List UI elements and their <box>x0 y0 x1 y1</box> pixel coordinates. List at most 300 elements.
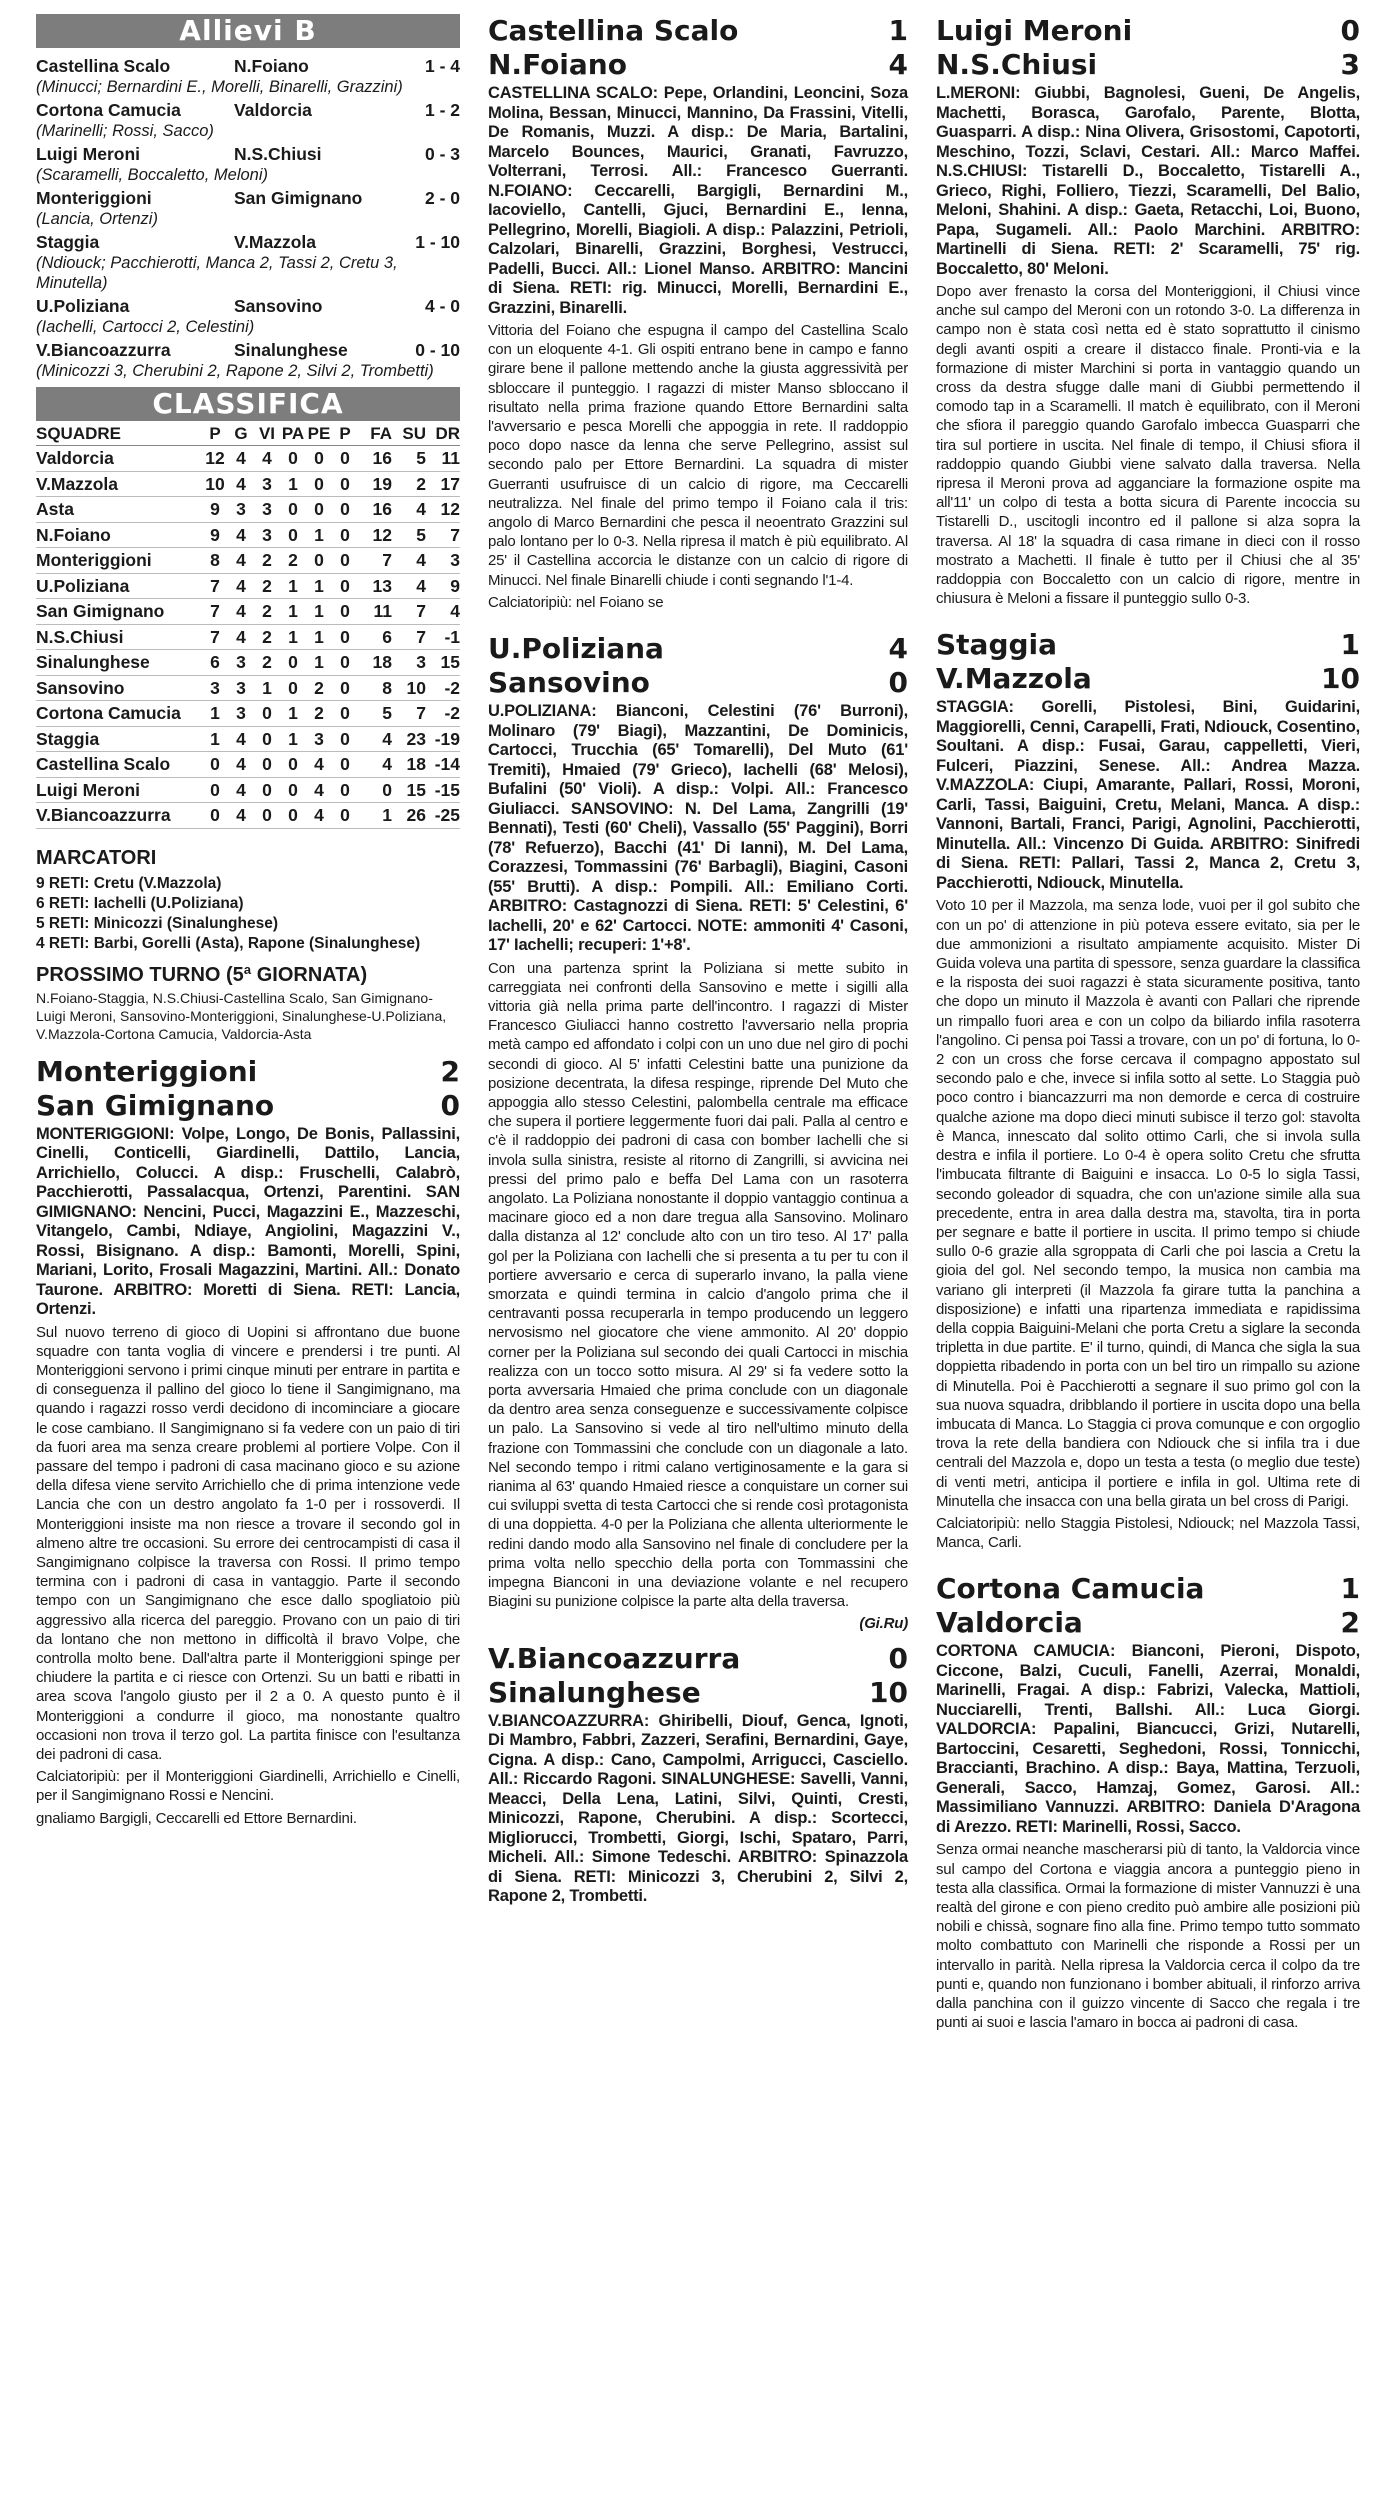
stat-cell: 0 <box>332 777 358 803</box>
stat-cell: 9 <box>202 497 228 523</box>
home-score: 0 <box>1340 14 1360 47</box>
stat-cell: -1 <box>426 624 460 650</box>
match-away <box>36 1089 460 1123</box>
stat-cell: 4 <box>306 777 332 803</box>
home-score: 1 <box>1340 628 1360 662</box>
lineup: L.MERONI: Giubbi, Bagnolesi, Gueni, De Angelis, Machetti, Borasca, Garofalo, Parente, Blotta, Guasparri. A disp.: Nina Olivera, Grisostomi, Capotorti, Meschino, Tozzi, Sclavi, Cestari. All.: Marco Maffei. N.S.CHIUSI: Tistarelli D., Boccaletto, Tistarelli A., Grieco, Righi, Folliero, Tiezzi, Scaramelli, Del Balio, Meloni, Shahini. A disp.: Gaeta, Retacchi, Loi, Buono, Papa, Sugameli. All.: Paolo Marchini. ARBITRO: Martinelli di Siena. RETI: 2' Scaramelli, 75' rig. Boccaletto, 80' Meloni. <box>936 84 1360 278</box>
result-home: Castellina Scalo <box>36 56 171 76</box>
stat-cell: 0 <box>332 675 358 701</box>
stat-cell: 4 <box>306 752 332 778</box>
stat-cell: 7 <box>202 599 228 625</box>
stat-cell: 2 <box>392 471 426 497</box>
stat-cell: -19 <box>426 726 460 752</box>
stat-cell: 4 <box>228 624 254 650</box>
team-name: Cortona Camucia <box>36 701 202 727</box>
result-score: 0 - 3 <box>424 144 460 164</box>
home-team: Cortona Camucia <box>936 1572 1205 1606</box>
table-row <box>36 701 460 727</box>
stat-cell: -15 <box>426 777 460 803</box>
stat-cell: 0 <box>332 548 358 574</box>
stat-cell: 0 <box>332 522 358 548</box>
stat-cell: -2 <box>426 701 460 727</box>
stat-cell: 0 <box>202 777 228 803</box>
result-score: 1 - 2 <box>424 100 460 120</box>
away-team: Sansovino <box>488 666 650 700</box>
stat-cell: 7 <box>202 624 228 650</box>
result-score: 1 - 10 <box>415 232 460 252</box>
standings-col-header: SQUADRE <box>36 423 202 446</box>
stat-cell: 4 <box>228 522 254 548</box>
stat-cell: 4 <box>228 446 254 472</box>
table-row <box>36 573 460 599</box>
scorer-line: 9 RETI: Cretu (V.Mazzola) <box>36 874 222 892</box>
stat-cell: 1 <box>280 599 306 625</box>
scorer-line: 6 RETI: Iachelli (U.Poliziana) <box>36 894 244 912</box>
table-row <box>36 522 460 548</box>
match-home <box>936 628 1360 662</box>
away-team: N.S.Chiusi <box>936 48 1098 81</box>
home-team: V.Biancoazzurra <box>488 1641 741 1675</box>
stat-cell: 0 <box>332 803 358 829</box>
stat-cell: 11 <box>426 446 460 472</box>
lineup: CASTELLINA SCALO: Pepe, Orlandini, Leoncini, Soza Molina, Bessan, Minucci, Mannino, Da Frassini, Vitelli, De Romanis, Muzzi. A disp.: De Maria, Bartalini, Marcelo Bounces, Maurici, Granati, Favruzzo, Volterrani, Terrosi. All.: Francesco Guerranti. N.FOIANO: Ceccarelli, Bargigli, Bernardini M., Iacoviello, Cantelli, Gjuci, Bernardini E., Ienna, Pellegrino, Morelli, Biagioli. A disp.: Palazzini, Petrioli, Calzolari, Binarelli, Grazzini, Borghesi, Vestrucci, Padelli, Bucci. All.: Lionel Manso. ARBITRO: Mancini di Siena. RETI: rig. Minucci, Morelli, Bernardini E., Grazzini, Binarelli. <box>488 84 908 317</box>
table-row <box>36 446 460 472</box>
stat-cell: 0 <box>254 752 280 778</box>
stat-cell: 0 <box>332 573 358 599</box>
standings-col-header: SU <box>392 423 426 446</box>
away-score: 3 <box>1340 48 1360 81</box>
result-away: N.S.Chiusi <box>234 144 322 164</box>
lineup: STAGGIA: Gorelli, Pistolesi, Bini, Guidarini, Maggiorelli, Cenni, Carapelli, Frati, Ndiouck, Cosentino, Soultani. A disp.: Fusai, Garau, cappelletti, Vieri, Fulceri, Piazzini, Senese. All.: Andrea Mazza. V.MAZZOLA: Ciupi, Amarante, Pallari, Rossi, Moroni, Carli, Tassi, Baiguini, Cretu, Melani, Manca. A disp.: Vannoni, Bartali, Franci, Parigi, Agnolini, Pacchierotti, Minutella. All.: Vincenzo Di Guida. ARBITRO: Sinifredi di Siena. RETI: Pallari, Tassi 2, Manca 2, Cretu 3, Pacchierotti, Ndiouck, Minutella. <box>936 698 1360 892</box>
stat-cell: 3 <box>306 726 332 752</box>
match-home <box>936 1572 1360 1606</box>
stat-cell: 13 <box>358 573 392 599</box>
stat-cell: 11 <box>358 599 392 625</box>
stat-cell: 0 <box>280 446 306 472</box>
stat-cell: 0 <box>280 803 306 829</box>
away-score: 10 <box>869 1675 908 1709</box>
stat-cell: 3 <box>392 650 426 676</box>
stat-cell: 16 <box>358 446 392 472</box>
results-list <box>36 56 460 381</box>
home-score: 1 <box>1340 1572 1360 1606</box>
stat-cell: 5 <box>358 701 392 727</box>
result-home: U.Poliziana <box>36 296 130 316</box>
stat-cell: 2 <box>306 675 332 701</box>
result-row <box>36 188 460 209</box>
stat-cell: 0 <box>254 803 280 829</box>
stat-cell: 4 <box>358 726 392 752</box>
away-score: 0 <box>888 666 908 700</box>
match-away <box>936 662 1360 696</box>
stat-cell: 4 <box>358 752 392 778</box>
stat-cell: 0 <box>332 497 358 523</box>
result-score: 4 - 0 <box>424 296 460 316</box>
stat-cell: 1 <box>280 701 306 727</box>
match-home <box>36 1055 460 1089</box>
home-team: Castellina Scalo <box>488 14 739 47</box>
stat-cell: 7 <box>358 548 392 574</box>
stat-cell: 19 <box>358 471 392 497</box>
stat-cell: 4 <box>228 573 254 599</box>
result-home: Cortona Camucia <box>36 100 181 120</box>
result-away: San Gimignano <box>234 188 363 208</box>
table-row <box>36 497 460 523</box>
result-scorers: (Scaramelli, Boccaletto, Meloni) <box>36 166 268 184</box>
stat-cell: 3 <box>426 548 460 574</box>
home-team: U.Poliziana <box>488 632 664 666</box>
result-row <box>36 232 460 253</box>
stat-cell: 3 <box>254 471 280 497</box>
stat-cell: 0 <box>332 471 358 497</box>
classifica-header: CLASSIFICA <box>36 387 460 421</box>
team-name: Asta <box>36 497 202 523</box>
match-staggia <box>936 628 1360 1552</box>
result-item <box>36 188 460 229</box>
team-name: Castellina Scalo <box>36 752 202 778</box>
stat-cell: 7 <box>426 522 460 548</box>
table-row <box>36 752 460 778</box>
stat-cell: 1 <box>358 803 392 829</box>
stat-cell: 3 <box>228 497 254 523</box>
stat-cell: 8 <box>202 548 228 574</box>
stat-cell: 0 <box>358 777 392 803</box>
column-middle <box>488 14 908 2510</box>
standings-header-row <box>36 423 460 446</box>
lineup: U.POLIZIANA: Bianconi, Celestini (76' Burroni), Molinaro (79' Biagi), Mazzantini, De Dominicis, Cartocci, Trucchia (65' Tomarelli), Del Muto (61' Tremiti), Hmaied (79' Grieco), Iachelli (68' Melosi), Bufalini (50' Violi). A disp.: Volpi. All.: Francesco Giuliacci. SANSOVINO: N. Del Lama, Zangrilli (19' Bennati), Testi (60' Cheli), Vassallo (55' Paggini), Borri (78' Refuerzo), Bacchi (41' Di Ianni), M. Del Lama, Corazzesi, Tommassini (76' Barbagli), Biagini, Casoni (55' Brutti). A disp.: Pompili. All.: Emiliano Corti. ARBITRO: Castagnozzi di Siena. RETI: 5' Celestini, 6' Iachelli, 20' e 62' Cartocci. NOTE: ammoniti 4' Casoni, 17' Iachelli; recuperi: 1'+8'. <box>488 702 908 955</box>
result-score: 2 - 0 <box>424 188 460 208</box>
stat-cell: 4 <box>228 726 254 752</box>
result-row <box>36 56 460 77</box>
signature: (Gi.Ru) <box>859 1615 908 1633</box>
home-score: 2 <box>440 1054 460 1088</box>
result-scorers: (Marinelli; Rossi, Sacco) <box>36 122 214 140</box>
stat-cell: 7 <box>202 573 228 599</box>
stat-cell: 4 <box>228 803 254 829</box>
stat-cell: 23 <box>392 726 426 752</box>
section-header-allievi-b: Allievi B <box>36 14 460 48</box>
stat-cell: 10 <box>392 675 426 701</box>
stat-cell: 2 <box>280 548 306 574</box>
marcatori-list <box>36 874 460 954</box>
standings-col-header: VI <box>254 423 280 446</box>
home-score: 1 <box>888 14 908 47</box>
stat-cell: 0 <box>280 777 306 803</box>
stat-cell: 9 <box>426 573 460 599</box>
stat-cell: 2 <box>254 548 280 574</box>
result-item <box>36 144 460 185</box>
stat-cell: 3 <box>228 650 254 676</box>
stat-cell: 0 <box>254 701 280 727</box>
result-home: Monteriggioni <box>36 188 152 208</box>
match-castellina <box>488 14 908 612</box>
stat-cell: 12 <box>426 497 460 523</box>
table-row <box>36 471 460 497</box>
stat-cell: 0 <box>332 624 358 650</box>
table-row <box>36 599 460 625</box>
stat-cell: 1 <box>306 573 332 599</box>
match-home <box>488 632 908 666</box>
column-left <box>36 14 460 2510</box>
stat-cell: 12 <box>202 446 228 472</box>
scorer-line: 5 RETI: Minicozzi (Sinalunghese) <box>36 914 278 932</box>
away-score: 0 <box>440 1088 460 1122</box>
home-team: Luigi Meroni <box>936 14 1133 47</box>
match-meroni <box>936 14 1360 608</box>
calciatoripiu: Calciatoripiù: nello Staggia Pistolesi, Ndiouck; nel Mazzola Tassi, Manca, Carli. <box>936 1514 1360 1552</box>
team-name: Staggia <box>36 726 202 752</box>
home-team: Staggia <box>936 628 1058 662</box>
stat-cell: 3 <box>254 522 280 548</box>
match-away <box>488 48 908 82</box>
stat-cell: 1 <box>306 599 332 625</box>
stat-cell: 0 <box>202 803 228 829</box>
table-row <box>36 624 460 650</box>
prossimo-turno-text: N.Foiano-Staggia, N.S.Chiusi-Castellina Scalo, San Gimignano-Luigi Meroni, Sansovino-Monteriggioni, Sinalunghese-U.Poliziana, V.Mazzola-Cortona Camucia, Valdorcia-Asta <box>36 989 447 1042</box>
stat-cell: 0 <box>306 446 332 472</box>
stat-cell: 4 <box>392 497 426 523</box>
stat-cell: 3 <box>254 497 280 523</box>
standings-col-header: P <box>202 423 228 446</box>
lineup: CORTONA CAMUCIA: Bianconi, Pieroni, Dispoto, Ciccone, Balzi, Cuculi, Fanelli, Azerrai, Monaldi, Marinelli, Fragai. A disp.: Fabrizi, Valecka, Mattioli, Nucciarelli, Trenti, Ballshi. All.: Luca Giorgi. VALDORCIA: Papalini, Biancucci, Grizi, Nutarelli, Bartoccini, Cesaretti, Seghedoni, Rossi, Tonnicchi, Braccianti, Brachino. A disp.: Baya, Mattina, Terzuoli, Generali, Sacco, Hamzaj, Gomez, Garosi. All.: Massimiliano Vannuzzi. ARBITRO: Daniela D'Aragona di Arezzo. RETI: Marinelli, Rossi, Sacco. <box>936 1642 1360 1836</box>
result-row <box>36 296 460 317</box>
stat-cell: 7 <box>392 624 426 650</box>
away-score: 10 <box>1321 662 1360 696</box>
result-away: Sansovino <box>234 296 323 316</box>
stat-cell: 0 <box>332 650 358 676</box>
report-tail: gnaliamo Bargigli, Ceccarelli ed Ettore Bernardini. <box>36 1809 357 1827</box>
result-away: N.Foiano <box>234 56 309 76</box>
stat-cell: 3 <box>202 675 228 701</box>
match-report: Sul nuovo terreno di gioco di Uopini si affrontano due buone squadre con tanta voglia di vincere e prendersi i tre punti. Al Monteriggioni servono i primi cinque minuti per entrare in partita e di conseguenza il pallino del gioco lo tiene il Sangimignano, ma quando i ragazzi rosso verdi decidono di incominciare a giocare le cose cambiano. Il Sangimignano si fa vedere con un paio di tiri da fuori area ma senza creare problemi al portiere Volpe. Con il passare del tempo i padroni di casa macinano gioco e su azione della difesa viene servito Arrichiello che di prima intenzione vede Lancia che con un destro angolato fa 1-0 per i rossoverdi. Il Monteriggioni insiste ma non riesce a trovare il secondo gol in almeno altre tre occasioni. Su errore dei centrocampisti di casa il Sangimignano colpisce la traversa con Rossi. Il primo tempo termina con i padroni di casa in vantaggio. Parte il secondo tempo con un Sangimignano che esce dallo spogliatoio più aggressivo alla ricerca del pareggio. Provano con un paio di tiri da lontano che non mettono in difficoltà il bravo Volpe, che controlla molto bene. Dall'altra parte il Monteriggioni spinge per chiudere la partita e ci riesce con Ortenzi. Su un batti e ribatti in area scova l'angolo giusto per il 2 a 0. A questo punto è il Monteriggioni a condurre il gioco, ma nonostante qualtro occasioni non trova il terzo gol. La partita finisce con l'esultanza dei padroni di casa. <box>36 1323 460 1763</box>
match-cortona <box>936 1572 1360 2032</box>
away-score: 4 <box>888 48 908 81</box>
table-row <box>36 548 460 574</box>
stat-cell: 4 <box>306 803 332 829</box>
match-biancoazzurra <box>488 1642 908 1907</box>
stat-cell: 0 <box>280 675 306 701</box>
stat-cell: 18 <box>392 752 426 778</box>
standings-table <box>36 423 460 829</box>
stat-cell: 1 <box>202 726 228 752</box>
team-name: Sinalunghese <box>36 650 202 676</box>
table-row <box>36 726 460 752</box>
stat-cell: 0 <box>306 548 332 574</box>
away-team: V.Mazzola <box>936 662 1092 696</box>
stat-cell: 0 <box>254 777 280 803</box>
stat-cell: 4 <box>228 471 254 497</box>
stat-cell: 2 <box>254 624 280 650</box>
prossimo-turno-title: PROSSIMO TURNO (5ª GIORNATA) <box>36 963 368 986</box>
match-report: Voto 10 per il Mazzola, ma senza lode, vuoi per il gol subito che con un po' di attenzione in più poteva essere evitato, sia per le due ammonizioni a risultato ampiamente acquisito. Mister Di Guida voleva una partita di spessore, senza guardare la classifica e la risposta dei suoi ragazzi è stata sicuramente positiva, tanto che dopo un minuto il Mazzola è avanti con Pallari che riprende un rimpallo fuori area e con un colpo da biliardo infila rasoterra l'angolino. Ci pensa poi Tassi a trovare, con un po' di fortuna, lo 0-2 con un cross che forse cercava il compagno appostato sul secondo palo e che, invece si infila sotto al sette. Lo Staggia può poco contro i biancazzurri ma non demorde e cerca di costruire qualche azione ma dopo dieci minuti subisce il terzo gol: stavolta è Manca, innescato dal solito ottimo Carli, che si invola sulla destra e infila il portiere. Lo 0-4 è opera solito Cretu che sfrutta l'imbucata filtrante di Baiguini e insacca. Lo 0-5 lo sigla Tassi, secondo goleador di squadra, che con un'azione simile alla sua precedente, entra in area dalla destra ma, stavolta, tira in porta per segnare e batte il portiere in uscita. Il primo tempo si chiude sullo 0-6 grazie alla sgroppata di Carli che poi lascia a Cretu la gioia del gol. Nel secondo tempo, la musica non cambia ma variano gli interpreti (il Mazzola fa girare tutta la panchina a disposizione) e infatti una ripartenza immediata e rapidissima della coppia Baiguini-Melani che porta Cretu a siglare la seconda tripletta in due partite. E' il turno, quindi, di Manca che sigla la sua doppietta ribadendo in porta con un bel tiro un rimpallo su azione di Minutella. Poi è Pacchierotti a segnare il suo primo gol con la sua nuova squadra, dribblando il portiere in uscita dopo una bella imbucata di Manca. Lo Staggia ci prova comunque e con orgoglio trova la rete della bandiera con Ndiouck che si infila tra i due centrali del Mazzola e, dopo un testa a testa (o meglio due teste) di venti metri, anticipa il portiere e infila in gol. Ultima rete di Minutella che insacca con una bella girata un bel cross di Parigi. <box>936 897 1360 1510</box>
result-row <box>36 144 460 165</box>
match-away <box>936 1606 1360 1640</box>
match-home <box>488 1642 908 1676</box>
stat-cell: -14 <box>426 752 460 778</box>
stat-cell: 0 <box>332 599 358 625</box>
result-item <box>36 56 460 97</box>
lineup: V.BIANCOAZZURRA: Ghiribelli, Diouf, Genca, Ignoti, Di Mambro, Fabbri, Zazzeri, Serafini, Bernardini, Gaye, Cigna. A disp.: Cano, Campolmi, Arrigucci, Casciello. All.: Riccardo Ragoni. SINALUNGHESE: Savelli, Vanni, Meacci, Della Lena, Latini, Silvi, Quinti, Cresti, Minicozzi, Rapone, Cherubini. A disp.: Scortecci, Migliorucci, Trombetti, Giorgi, Ischi, Spataro, Parri, Micheli. All.: Simone Tedeschi. ARBITRO: Spinazzola di Siena. RETI: Minicozzi 3, Cherubini 2, Silvi 2, Rapone 2, Trombetti. <box>488 1711 908 1906</box>
stat-cell: 0 <box>280 522 306 548</box>
stat-cell: 9 <box>202 522 228 548</box>
match-away <box>488 666 908 700</box>
stat-cell: 1 <box>254 675 280 701</box>
scorer-line: 4 RETI: Barbi, Gorelli (Asta), Rapone (Sinalunghese) <box>36 934 421 952</box>
stat-cell: 0 <box>332 726 358 752</box>
team-name: Valdorcia <box>36 446 202 472</box>
match-away <box>936 48 1360 82</box>
calciatoripiu: Calciatoripiù: per il Monteriggioni Giardinelli, Arrichiello e Cinelli, per il Sangimignano Rossi e Nencini. <box>36 1768 460 1805</box>
result-row <box>36 340 460 361</box>
stat-cell: 8 <box>358 675 392 701</box>
stat-cell: 1 <box>280 573 306 599</box>
stat-cell: 0 <box>306 497 332 523</box>
result-scorers: (Minucci; Bernardini E., Morelli, Binarelli, Grazzini) <box>36 78 403 96</box>
result-item <box>36 340 460 381</box>
stat-cell: -2 <box>426 675 460 701</box>
team-name: Sansovino <box>36 675 202 701</box>
stat-cell: 7 <box>392 701 426 727</box>
away-team: N.Foiano <box>488 48 627 81</box>
standings-col-header: DR <box>426 423 460 446</box>
match-away <box>488 1676 908 1710</box>
stat-cell: 4 <box>254 446 280 472</box>
team-name: V.Mazzola <box>36 471 202 497</box>
stat-cell: 15 <box>392 777 426 803</box>
match-report: Vittoria del Foiano che espugna il campo del Castellina Scalo con un eloquente 4-1. Gli ospiti entrano bene in campo e fanno girare bene il pallone mettendo anche la giusta aggressività per sbloccare il punteggio. I ragazzi di mister Manso sbloccano il risultato nella prima frazione quando Ettore Bernardini salta l'avversario e pesca Morelli che appoggia in rete. Il raddoppio poco dopo nasce da lenna che serve Pellegrino, assist sul secondo palo per Ettore Bernardini. La squadra di mister Guerranti usufruisce di un calcio di rigore, ma Ceccarelli neutralizza. Nel finale del primo tempo il Foiano cala il tris: angolo di Marco Bernardini che pesca il neoentrato Grazzini sul palo lontano per lo 0-3. Nella ripresa il match è più equilibrato. Al 25' il Castellina accorcia le distanze con un calcio di rigore di Minucci. Nel finale Binarelli chiude i conti segnando l'1-4. <box>488 322 908 589</box>
standings-col-header: FA <box>358 423 392 446</box>
stat-cell: 3 <box>228 701 254 727</box>
home-team: Monteriggioni <box>36 1054 258 1088</box>
stat-cell: 6 <box>202 650 228 676</box>
team-name: N.Foiano <box>36 522 202 548</box>
result-item <box>36 232 460 293</box>
stat-cell: 0 <box>254 726 280 752</box>
match-report: Con una partenza sprint la Poliziana si mette subito in carreggiata nei confronti della Sansovino e mette i sigilli alla vittoria già nella prima parte dell'incontro. I ragazzi di Mister Francesco Giuliacci hanno costretto l'avversario nella propria metà campo ed affondato i colpi con un uno due nel giro di pochi secondi di gioco. Al 5' infatti Celestini batte una punizione da posizione decentrata, la difesa respinge, riprende Del Muto che appoggia allo stesso Celestini, palombella centrale ma efficace che supera il portiere leggermente fuori dai pali. Palla al centro e c'è il raddoppio dei padroni di casa con bomber Iachelli che si invola sulla sinistra, resiste al ritorno di Zangrilli, si avvicina nei pressi del primo palo e beffa Del Lama con un rasoterra angolato. La Poliziana nonostante il doppio vantaggio continua a macinare gioco ed a non dare tregua alla Sansovino. Molinaro dalla distanza al 12' conclude alto con un tiro teso. Al 17' palla gol per la Poliziana con Iachelli che si presenta a tu per tu con il portiere avversario e cerca di superarlo invano, la palla viene smorzata e quindi termina in calcio d'angolo prima che il centravanti possa recuperarla in tempo producendo un leggero nervosismo nel giocatore che viene ammonito. Al 20' doppio corner per la Poliziana sul secondo dei quali Cartocci in mischia realizza con un tocco sotto misura. Al 29' si fa vedere sotto la porta avversaria Hmaied che prima conclude con un diagonale da dentro area senza conseguenze e successivamente colpisce un palo. La Sansovino si vede al tiro nell'ultimo minuto della frazione con Tommassini che conclude con un diagonale a lato. Nel secondo tempo i ritmi calano vertiginosamente e la gara si rianima al 63' quando Hmaied riesce a conquistare un corner sui cui sviluppi svetta di testa Cartocci che si rende così protagonista di una doppietta. 4-0 per la Poliziana che allenta ulteriormente le redini dando modo alla Sansovino nel finale di concludere per la prima volta nello specchio della porta con Tommassini che impegna Bianconi in una deviazione volante e nel recupero Biagini su punizione colpisce la parte alta della traversa. <box>488 959 908 1611</box>
stat-cell: 4 <box>392 573 426 599</box>
stat-cell: 4 <box>228 599 254 625</box>
column-right <box>936 14 1360 2510</box>
stat-cell: 1 <box>306 522 332 548</box>
stat-cell: 1 <box>280 471 306 497</box>
stat-cell: 18 <box>358 650 392 676</box>
result-score: 1 - 4 <box>424 56 460 76</box>
stat-cell: 16 <box>358 497 392 523</box>
table-row <box>36 803 460 829</box>
result-away: Valdorcia <box>234 100 312 120</box>
stat-cell: 4 <box>426 599 460 625</box>
match-poliziana <box>488 632 908 1634</box>
match-home <box>488 14 908 48</box>
result-scorers: (Ndiouck; Pacchierotti, Manca 2, Tassi 2, Cretu 3, Minutella) <box>36 254 398 292</box>
result-away: Sinalunghese <box>234 340 348 360</box>
stat-cell: 1 <box>306 624 332 650</box>
team-name: Luigi Meroni <box>36 777 202 803</box>
stat-cell: 0 <box>280 650 306 676</box>
stat-cell: 0 <box>202 752 228 778</box>
stat-cell: 15 <box>426 650 460 676</box>
stat-cell: 5 <box>392 522 426 548</box>
stat-cell: 5 <box>392 446 426 472</box>
stat-cell: 0 <box>306 471 332 497</box>
standings-col-header: PA <box>280 423 306 446</box>
stat-cell: 0 <box>332 701 358 727</box>
match-home <box>936 14 1360 48</box>
team-name: N.S.Chiusi <box>36 624 202 650</box>
result-item <box>36 100 460 141</box>
standings-col-header: PE <box>306 423 332 446</box>
team-name: V.Biancoazzurra <box>36 803 202 829</box>
marcatori-title: MARCATORI <box>36 846 157 869</box>
result-row <box>36 100 460 121</box>
stat-cell: 0 <box>280 497 306 523</box>
result-home: V.Biancoazzurra <box>36 340 171 360</box>
result-scorers: (Lancia, Ortenzi) <box>36 210 158 228</box>
stat-cell: 1 <box>306 650 332 676</box>
result-scorers: (Minicozzi 3, Cherubini 2, Rapone 2, Silvi 2, Trombetti) <box>36 362 434 380</box>
away-team: San Gimignano <box>36 1088 275 1122</box>
table-row <box>36 777 460 803</box>
result-scorers: (Iachelli, Cartocci 2, Celestini) <box>36 318 255 336</box>
stat-cell: 1 <box>280 624 306 650</box>
stat-cell: 4 <box>228 777 254 803</box>
result-home: Luigi Meroni <box>36 144 141 164</box>
home-score: 0 <box>888 1641 908 1675</box>
stat-cell: 1 <box>202 701 228 727</box>
stat-cell: 2 <box>306 701 332 727</box>
stat-cell: 4 <box>392 548 426 574</box>
stat-cell: 2 <box>254 573 280 599</box>
stat-cell: -25 <box>426 803 460 829</box>
result-score: 0 - 10 <box>415 340 460 360</box>
away-team: Sinalunghese <box>488 1675 701 1709</box>
team-name: San Gimignano <box>36 599 202 625</box>
stat-cell: 0 <box>332 752 358 778</box>
stat-cell: 2 <box>254 650 280 676</box>
stat-cell: 0 <box>280 752 306 778</box>
stat-cell: 1 <box>280 726 306 752</box>
stat-cell: 26 <box>392 803 426 829</box>
team-name: Monteriggioni <box>36 548 202 574</box>
away-team: Valdorcia <box>936 1606 1083 1640</box>
stat-cell: 0 <box>332 446 358 472</box>
stat-cell: 4 <box>228 752 254 778</box>
stat-cell: 4 <box>228 548 254 574</box>
stat-cell: 6 <box>358 624 392 650</box>
result-item <box>36 296 460 337</box>
lineup: MONTERIGGIONI: Volpe, Longo, De Bonis, Pallassini, Cinelli, Conticelli, Giardinelli, Dattilo, Lancia, Arrichiello, Colucci. A disp.: Fruschelli, Calabrò, Pacchierotti, Passalacqua, Ortenzi, Parentini. SAN GIMIGNANO: Nencini, Pucci, Magazzini E., Mazzeschi, Vitangelo, Cambi, Ndiaye, Angiolini, Magazzini V., Rossi, Bisignano. A disp.: Bamonti, Morelli, Spini, Mariani, Lorito, Frosali Magazzini, Martini. All.: Donato Taurone. ARBITRO: Moretti di Siena. RETI: Lancia, Ortenzi. <box>36 1124 460 1318</box>
standings-col-header: P <box>332 423 358 446</box>
match-report: Senza ormai neanche mascherarsi più di tanto, la Valdorcia vince sul campo del Cortona e viaggia ancora a punteggio pieno in testa alla classifica. Ormai la formazione di mister Vannuzzi è una realtà del girone e con pieno credito può ambire alle posizioni più nobili e chissà, sognare fino alla fine. Primo tempo tutto sommato molto combattuto con Marinelli che risponde a Rossi per un intervallo in parità. Nella ripresa la Valdorcia cerca il colpo da tre punti e, quando non funzionano i bomber abituali, il rinforzo arriva dalla panchina con il guizzo vincente di Sacco che regala i tre punti ai suoi e lascia l'amaro in bocca ai padroni di casa. <box>936 1841 1360 2032</box>
stat-cell: 10 <box>202 471 228 497</box>
team-name: U.Poliziana <box>36 573 202 599</box>
away-score: 2 <box>1340 1606 1360 1640</box>
result-away: V.Mazzola <box>234 232 317 252</box>
standings-col-header: G <box>228 423 254 446</box>
stat-cell: 12 <box>358 522 392 548</box>
stat-cell: 7 <box>392 599 426 625</box>
calciatoripiu: Calciatoripiù: nel Foiano se <box>488 593 664 611</box>
home-score: 4 <box>888 632 908 666</box>
match-monteriggioni <box>36 1055 460 1828</box>
match-report: Dopo aver frenasto la corsa del Monteriggioni, il Chiusi vince anche sul campo del Meroni con un rotondo 3-0. La differenza in campo non è stata così netta ed è stato soprattutto il cinismo degli avanti ospiti a creare il distacco finale. Pronti-via e la formazione di mister Marchini si porta in vantaggio quando un cross da destra sfugge dalle mani di Giubbi permettendo il comodo tap in a Scaramelli. Il match è equilibrato, con il Meroni che sfiora il pareggio quando Garofalo imbecca Guasparri che tira sul portiere in uscita. Nel finale di tempo, il Chiusi sfiora il raddoppio quando Giubbi viene salvato dalla traversa. Nella ripresa il Meroni prova ad agganciare la formazione ospite ma all'11' un colpo di testa a botta sicura di Parente incoccia su Tistarelli D., uscitogli incontro ed il pallone si alza sopra la traversa. Al 18' la squadra di casa rimane in dieci con il rosso mostrato a Machetti. Il finale è tutto per il Chiusi che al 35' raddoppia con Boccaletto con un calcio di rigore, mentre in chiusura è Meloni a fissare il punteggio sullo 0-3. <box>936 283 1360 608</box>
stat-cell: 17 <box>426 471 460 497</box>
stat-cell: 3 <box>228 675 254 701</box>
table-row <box>36 675 460 701</box>
stat-cell: 2 <box>254 599 280 625</box>
table-row <box>36 650 460 676</box>
result-home: Staggia <box>36 232 100 252</box>
